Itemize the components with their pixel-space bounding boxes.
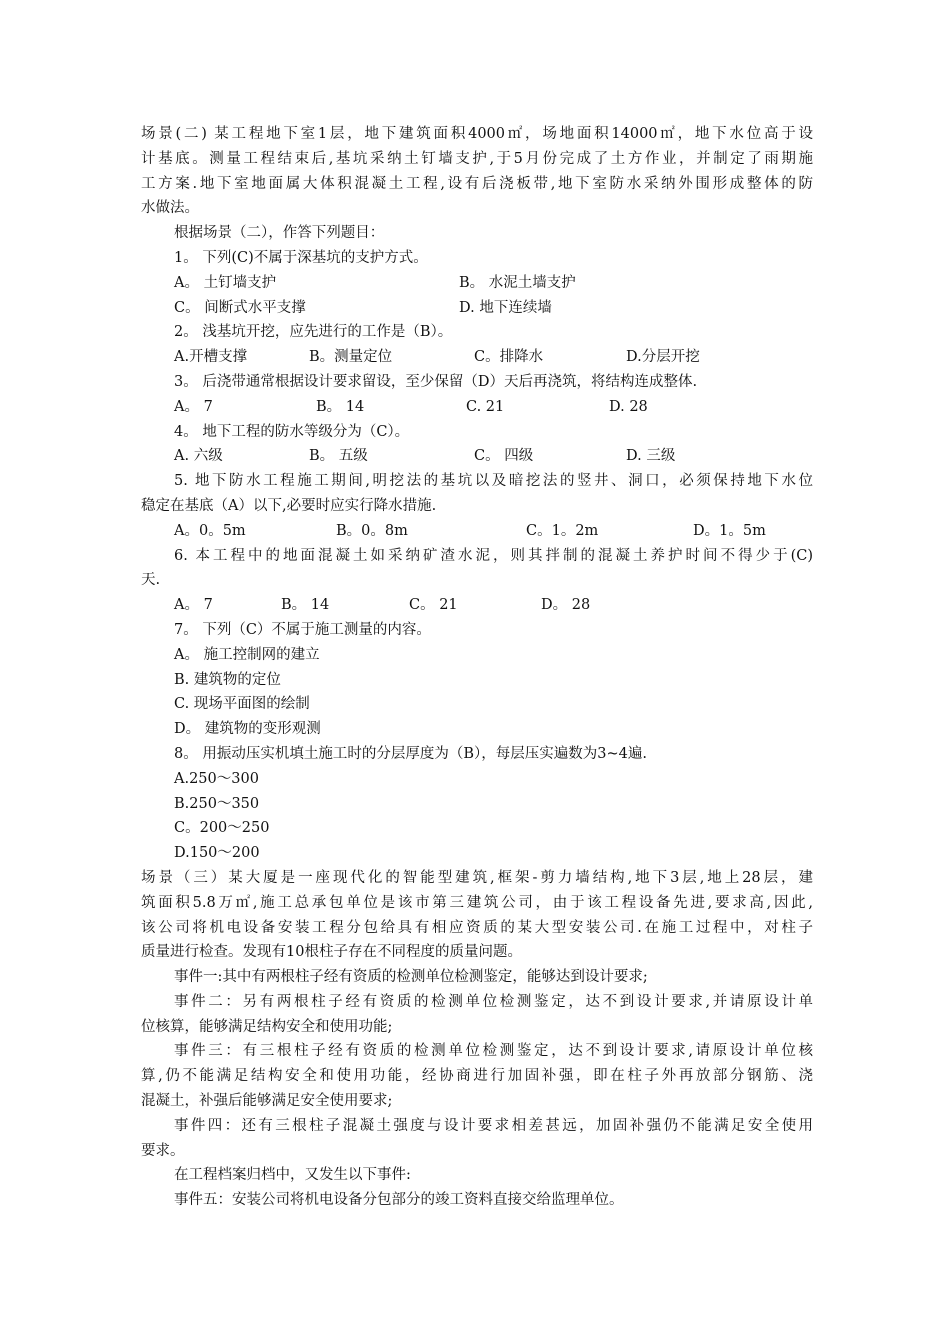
- text-line: 事件三：有三根柱子经有资质的检测单位检测鉴定，达不到设计要求,请原设计单位核: [174, 1043, 813, 1060]
- option-item: C。 21: [409, 597, 458, 614]
- text-line: D.150～200: [174, 845, 260, 862]
- text-line: 根据场景（二），作答下列题目：: [174, 225, 385, 242]
- text-line: 事件四：还有三根柱子混凝土强度与设计要求相差甚远，加固补强仍不能满足安全使用: [174, 1117, 813, 1134]
- text-line: 稳定在基底（A）以下,必要时应实行降水措施.: [141, 497, 437, 514]
- text-line: [141, 519, 813, 544]
- option-item: B。 14: [281, 597, 330, 614]
- option-item: D. 28: [609, 398, 648, 415]
- text-line: [141, 296, 813, 321]
- option-item: A. 六级: [174, 448, 223, 465]
- text-line: 1。 下列(C)不属于深基坑的支护方式。: [174, 249, 428, 266]
- option-item: C。 间断式水平支撑: [174, 299, 306, 316]
- text-line: 6. 本工程中的地面混凝土如采纳矿渣水泥，则其拌制的混凝土养护时间不得少于(C): [174, 547, 813, 564]
- text-line: B.250～350: [174, 795, 260, 812]
- text-line: [141, 593, 813, 618]
- option-item: A。 7: [174, 398, 213, 415]
- text-line: A.250～300: [174, 770, 259, 787]
- option-item: D。 28: [541, 597, 591, 614]
- option-item: D。1。5m: [693, 522, 766, 539]
- text-line: 7。 下列（C）不属于施工测量的内容。: [174, 621, 431, 638]
- text-line: 筑面积5.8万㎡,施工总承包单位是该市第三建筑公司，由于该工程设备先进,要求高,因此,: [141, 894, 813, 911]
- option-item: C。 四级: [474, 448, 534, 465]
- text-line: 事件五：安装公司将机电设备分包部分的竣工资料直接交给监理单位。: [174, 1192, 624, 1209]
- text-line: [141, 345, 813, 370]
- option-item: B。 五级: [309, 448, 368, 465]
- text-line: [141, 444, 813, 469]
- option-item: A。 土钉墙支护: [174, 274, 277, 291]
- text-line: 5. 地下防水工程施工期间,明挖法的基坑以及暗挖法的竖井、洞口，必须保持地下水位: [174, 473, 813, 490]
- text-line: 要求。: [141, 1142, 185, 1159]
- text-line: 工方案.地下室地面属大体积混凝土工程,设有后浇板带,地下室防水采纳外围形成整体的防: [141, 175, 813, 192]
- text-line: 位核算，能够满足结构安全和使用功能;: [141, 1018, 393, 1035]
- option-item: A。 7: [174, 597, 213, 614]
- text-line: 算,仍不能满足结构安全和使用功能，经协商进行加固补强，即在柱子外再放部分钢筋、浇: [141, 1068, 813, 1085]
- option-item: B。 14: [316, 398, 365, 415]
- text-line: 质量进行检查。发现有10根柱子存在不同程度的质量问题。: [141, 944, 522, 961]
- text-line: 计基底。测量工程结束后,基坑采纳土钉墙支护,于5月份完成了土方作业，并制定了雨期施: [141, 150, 813, 167]
- text-line: [141, 271, 813, 296]
- option-item: C。排降水: [474, 349, 544, 366]
- option-item: B。 水泥土墙支护: [459, 274, 576, 291]
- text-line: 混凝土，补强后能够满足安全使用要求;: [141, 1093, 393, 1110]
- text-line: 8。 用振动压实机填土施工时的分层厚度为（B），每层压实遍数为3~4遍.: [174, 745, 647, 762]
- text-line: 该公司将机电设备安装工程分包给具有相应资质的某大型安装公司.在施工过程中，对柱子: [141, 919, 813, 936]
- text-line: 2。 浅基坑开挖，应先进行的工作是（B）。: [174, 324, 453, 341]
- text-line: 水做法。: [141, 200, 199, 217]
- option-item: C。1。2m: [526, 522, 599, 539]
- option-item: C. 21: [466, 398, 505, 415]
- text-line: 天.: [141, 572, 161, 589]
- option-item: B。0。8m: [336, 522, 408, 539]
- text-line: C. 现场平面图的绘制: [174, 696, 310, 713]
- text-line: [141, 395, 813, 420]
- text-line: 3。 后浇带通常根据设计要求留设，至少保留（D）天后再浇筑，将结构连成整体.: [174, 373, 698, 390]
- text-line: C。200～250: [174, 820, 270, 837]
- text-line: A。 施工控制网的建立: [174, 646, 320, 663]
- text-line: 场景（三）某大厦是一座现代化的智能型建筑,框架-剪力墙结构,地下3层,地上28层，建: [141, 869, 813, 886]
- option-item: D. 三级: [626, 448, 676, 465]
- text-line: D。 建筑物的变形观测: [174, 721, 321, 738]
- option-item: A.开槽支撑: [174, 349, 248, 366]
- option-item: D. 地下连续墙: [459, 299, 552, 316]
- text-line: B. 建筑物的定位: [174, 671, 281, 688]
- text-line: 在工程档案归档中，又发生以下事件:: [174, 1167, 411, 1184]
- option-item: D.分层开挖: [626, 349, 700, 366]
- text-line: 事件二：另有两根柱子经有资质的检测单位检测鉴定，达不到设计要求,并请原设计单: [174, 993, 813, 1010]
- option-item: B。测量定位: [309, 349, 393, 366]
- text-line: 事件一:其中有两根柱子经有资质的检测单位检测鉴定，能够达到设计要求;: [174, 969, 648, 986]
- text-line: 场景(二) 某工程地下室1层，地下建筑面积4000㎡，场地面积14000㎡，地下水位高于设: [141, 126, 813, 142]
- text-line: 4。 地下工程的防水等级分为（C）。: [174, 423, 410, 440]
- option-item: A。0。5m: [174, 522, 246, 539]
- document-body: [141, 122, 813, 1213]
